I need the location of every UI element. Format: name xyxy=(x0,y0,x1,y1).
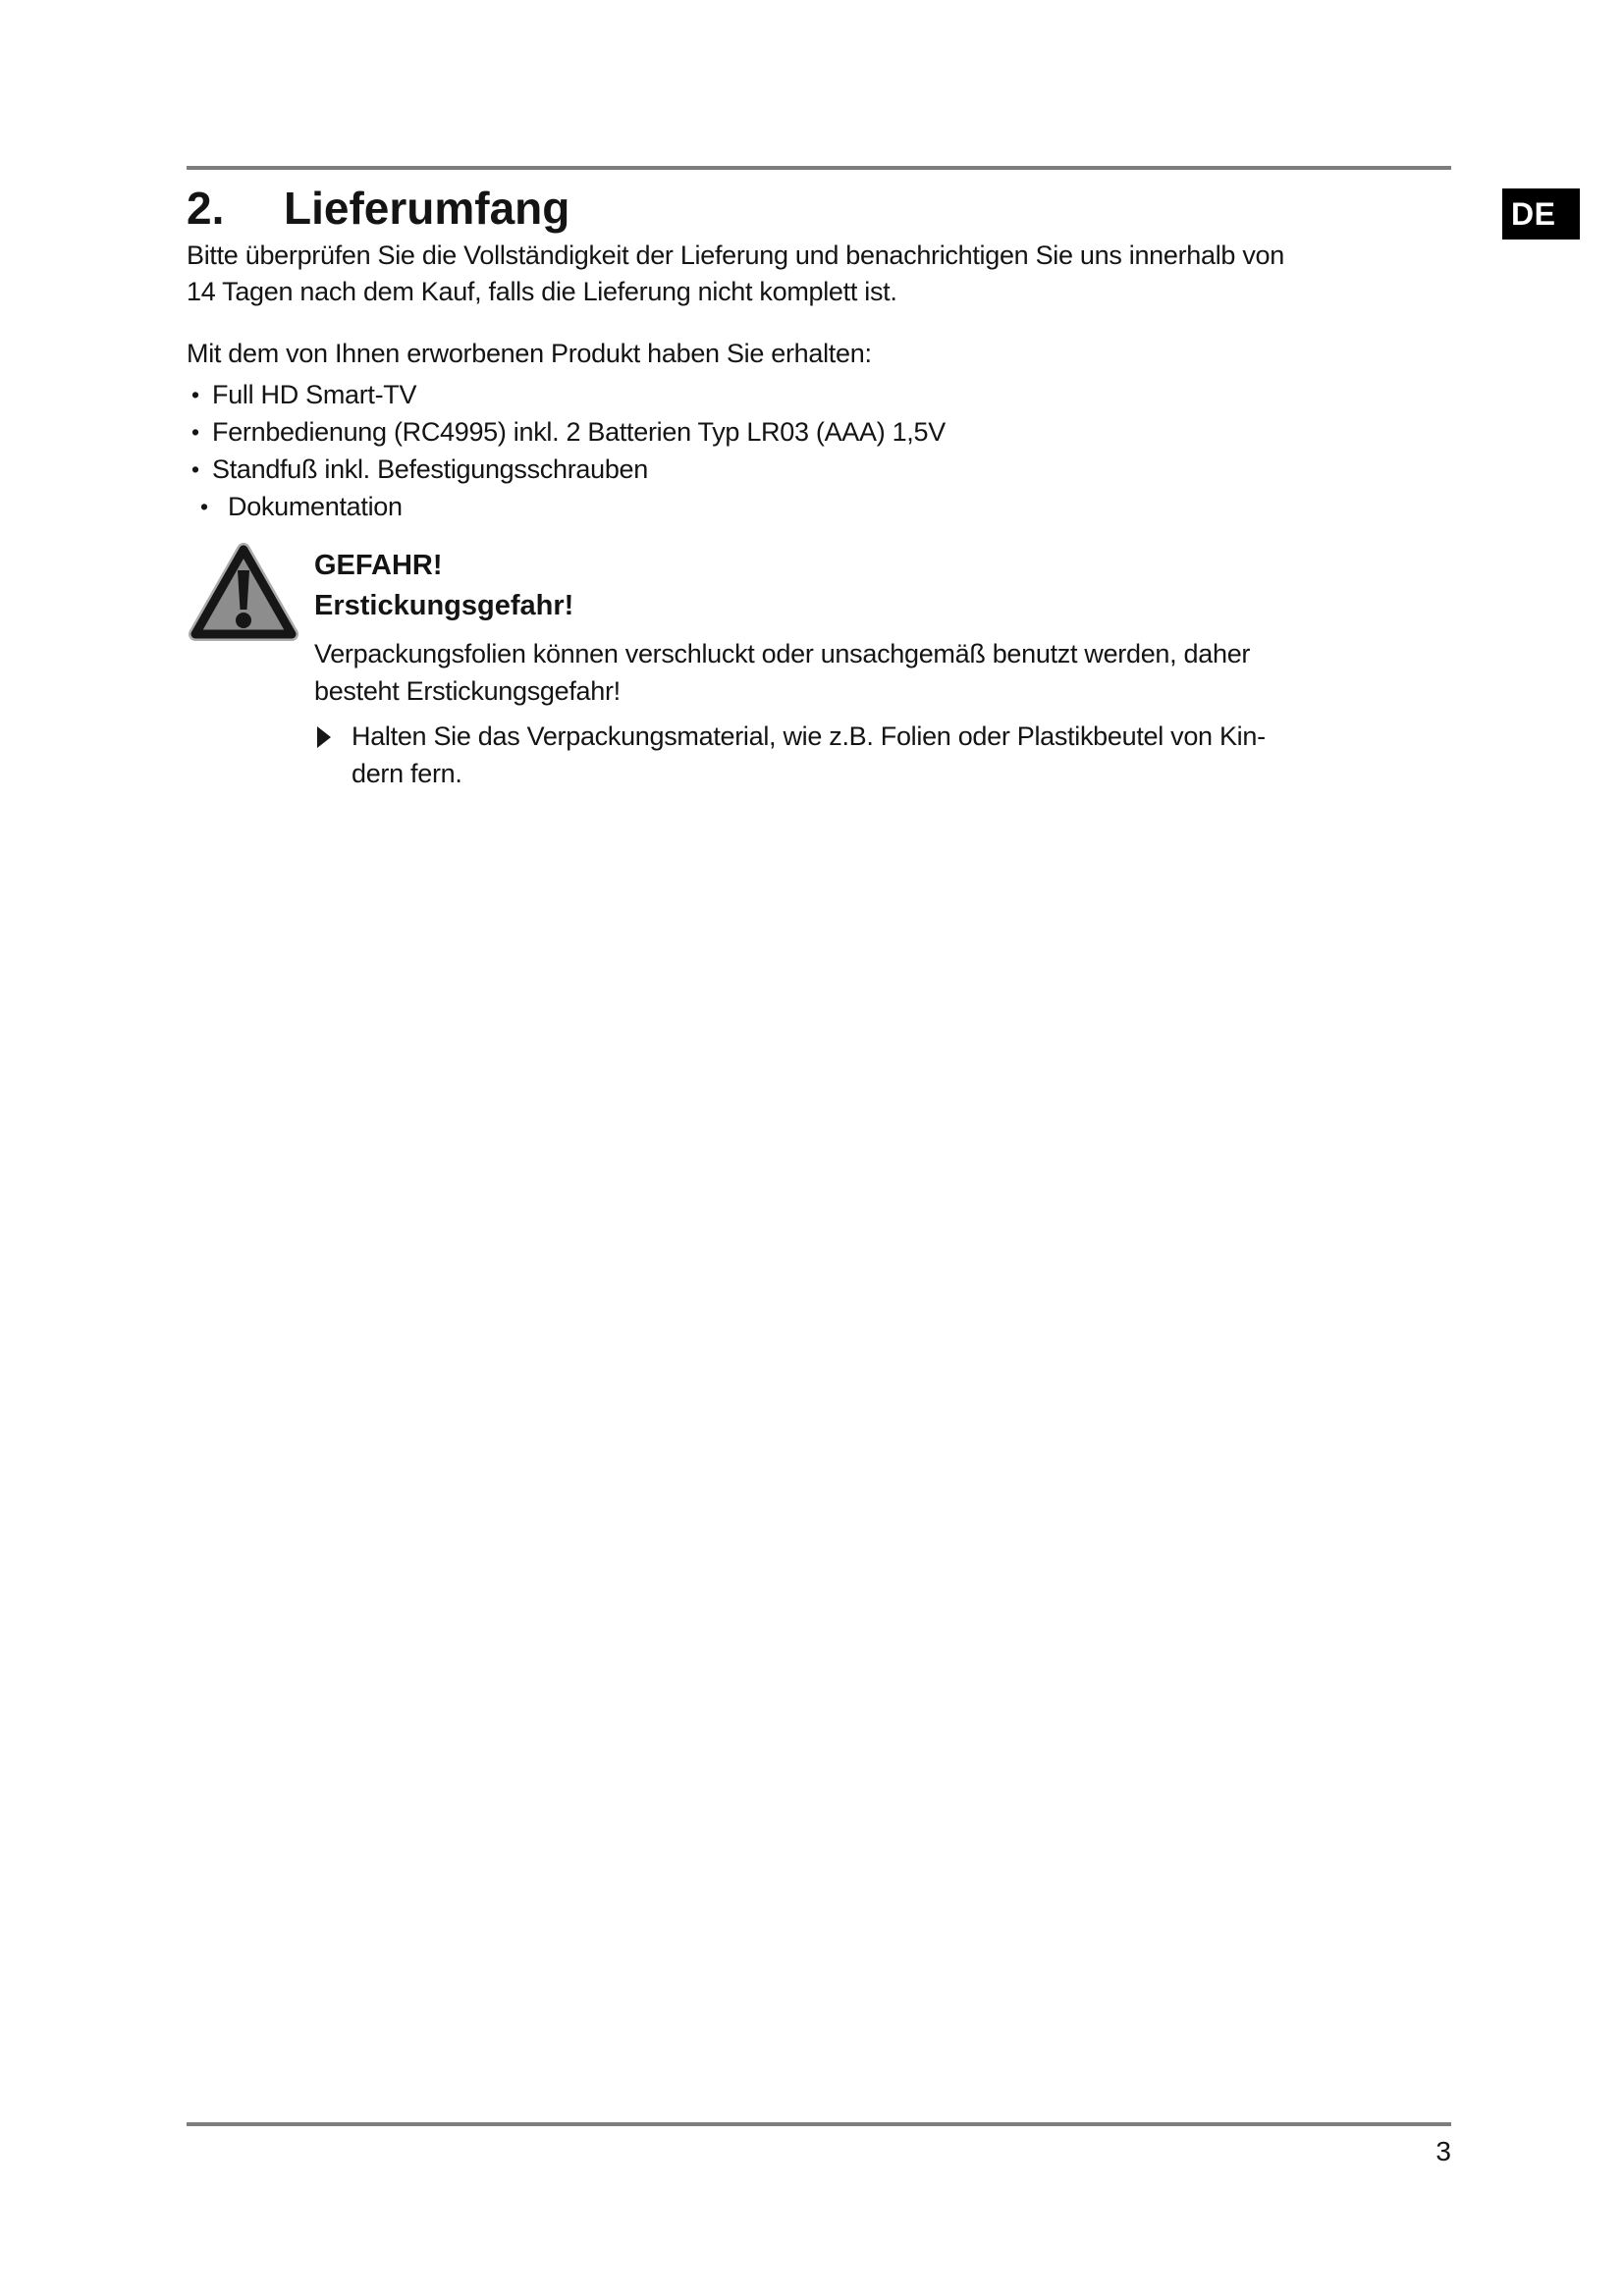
warning-body xyxy=(314,635,1250,710)
list-item xyxy=(187,451,946,488)
list-item xyxy=(187,376,946,413)
warning-body-line: besteht Erstickungsgefahr! xyxy=(314,676,621,706)
warning-title: GEFAHR! xyxy=(314,550,443,581)
section-heading xyxy=(187,181,569,236)
bottom-divider xyxy=(187,2122,1451,2126)
warning-subtitle: Erstickungsgefahr! xyxy=(314,590,574,621)
intro-paragraph xyxy=(187,238,1284,310)
list-item xyxy=(187,413,946,451)
bullet-icon: • xyxy=(191,419,199,445)
top-divider xyxy=(187,166,1451,170)
bullet-icon: • xyxy=(191,382,199,407)
bullet-icon: • xyxy=(191,456,199,482)
warning-body-line: Verpackungsfolien können verschluckt oder unsachgemäß benutzt werden, daher xyxy=(314,639,1251,668)
page-number: 3 xyxy=(1435,2136,1451,2166)
warning-instruction xyxy=(316,718,1266,792)
delivery-list xyxy=(187,376,946,525)
list-item-label: Dokumentation xyxy=(228,492,403,521)
bullet-icon: • xyxy=(200,494,208,519)
warning-instruction-line: dern fern. xyxy=(352,759,462,788)
list-item-label: Standfuß inkl. Befestigungsschrauben xyxy=(212,454,648,484)
warning-triangle-icon xyxy=(189,541,298,643)
list-item-label: Fernbedienung (RC4995) inkl. 2 Batterien Typ LR03 (AAA) 1,5V xyxy=(212,417,946,447)
intro-line: 14 Tagen nach dem Kauf, falls die Lieferung nicht komplett ist. xyxy=(187,277,897,306)
section-number: 2. xyxy=(187,183,225,234)
section-title: Lieferumfang xyxy=(284,183,570,234)
received-intro: Mit dem von Ihnen erworbenen Produkt haben Sie erhalten: xyxy=(187,339,872,368)
warning-instruction-text xyxy=(352,718,1266,792)
list-item xyxy=(187,488,946,525)
language-badge: DE xyxy=(1502,188,1580,240)
intro-line: Bitte überprüfen Sie die Vollständigkeit der Lieferung und benachrichtigen Sie uns innerhalb von xyxy=(187,240,1284,270)
arrow-right-icon xyxy=(316,725,332,749)
list-item-label: Full HD Smart-TV xyxy=(212,380,417,409)
warning-instruction-line: Halten Sie das Verpackungsmaterial, wie z.B. Folien oder Plastikbeutel von Kin- xyxy=(352,721,1266,751)
